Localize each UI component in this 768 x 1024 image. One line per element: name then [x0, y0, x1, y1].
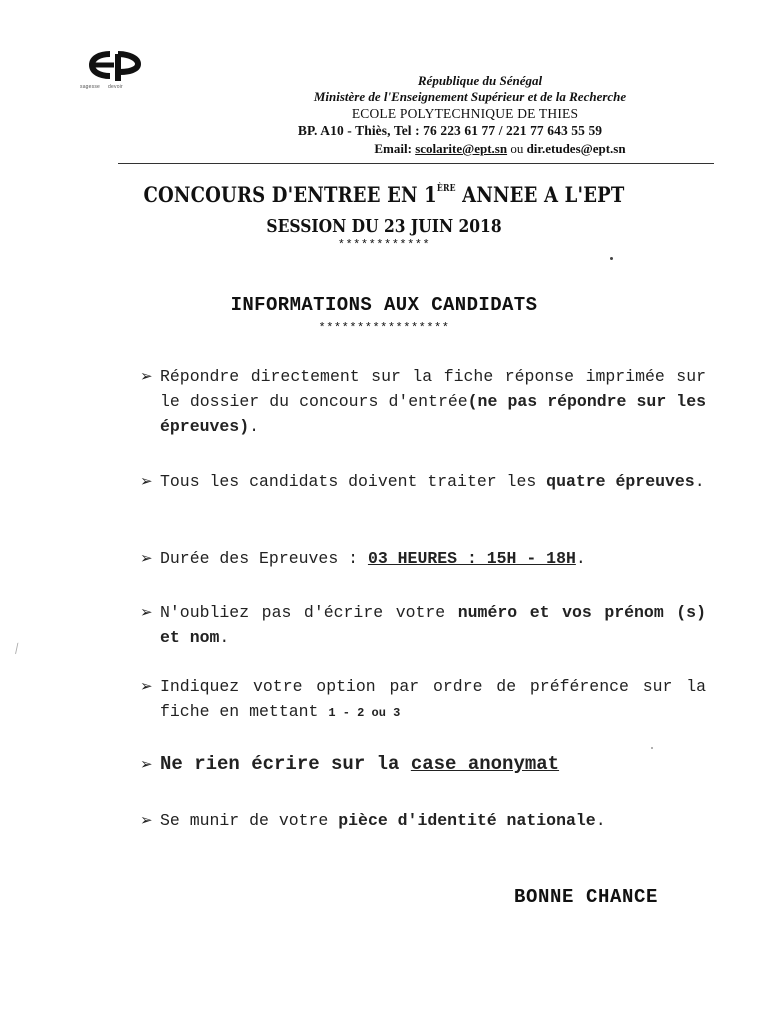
letterhead-country: République du Sénégal [417, 73, 543, 88]
closing-text: BONNE CHANCE [514, 886, 659, 908]
letterhead-school: ECOLE POLYTECHNIQUE DE THIES [351, 106, 579, 121]
instruction-item-answer-sheet: ➢ Répondre directement sur la fiche réponse imprimée sur le dossier du concours d'entrée(ne pas répondre sur les épreuves). [140, 364, 706, 439]
stray-speck [651, 747, 653, 749]
header-divider [118, 163, 714, 164]
instruction-item-option-order: ➢ Indiquez votre option par ordre de préférence sur la fiche en mettant 1 - 2 ou 3 [140, 674, 706, 726]
arrow-bullet-icon: ➢ [140, 755, 153, 773]
ept-logo [80, 48, 150, 94]
document-title: CONCOURS D'ENTREE EN 1ÈRE ANNEE A L'EPT [143, 182, 625, 207]
instruction-item-id-card: ➢ Se munir de votre pièce d'identité nationale. [140, 808, 706, 833]
arrow-bullet-icon: ➢ [140, 603, 153, 621]
letterhead-ministry: Ministère de l'Enseignement Supérieur et de la Recherche [313, 89, 627, 104]
title-stars: ************ [337, 238, 431, 252]
heading-stars: ***************** [318, 321, 450, 335]
instruction-item-identity-fields: ➢ N'oubliez pas d'écrire votre numéro et vos prénom (s) et nom. [140, 600, 706, 650]
logo-caption: sagesse devoir [80, 84, 123, 90]
arrow-bullet-icon: ➢ [140, 367, 153, 385]
arrow-bullet-icon: ➢ [140, 472, 153, 490]
letterhead-email: Email: scolarite@ept.sn ou dir.etudes@ept.sn [374, 141, 626, 156]
letterhead [200, 72, 700, 157]
arrow-bullet-icon: ➢ [140, 677, 153, 695]
stray-dot [610, 257, 613, 260]
email-dir-etudes: dir.etudes@ept.sn [526, 141, 626, 156]
arrow-bullet-icon: ➢ [140, 811, 153, 829]
section-heading: INFORMATIONS AUX CANDIDATS [230, 294, 538, 316]
document-session: SESSION DU 23 JUIN 2018 [266, 216, 502, 237]
instruction-item-four-exams: ➢ Tous les candidats doivent traiter les quatre épreuves. [140, 469, 706, 494]
instruction-item-anonymous-box: ➢ Ne rien écrire sur la case anonymat [140, 753, 560, 775]
letterhead-address: BP. A10 - Thiès, Tel : 76 223 61 77 / 221 77 643 55 59 [297, 123, 603, 138]
ept-logo-mark [80, 48, 150, 82]
instruction-item-duration: ➢ Durée des Epreuves : 03 HEURES : 15H - 18H. [140, 546, 706, 571]
email-scolarite: scolarite@ept.sn [415, 141, 508, 156]
arrow-bullet-icon: ➢ [140, 549, 153, 567]
scan-mark: ∕ [13, 640, 22, 656]
